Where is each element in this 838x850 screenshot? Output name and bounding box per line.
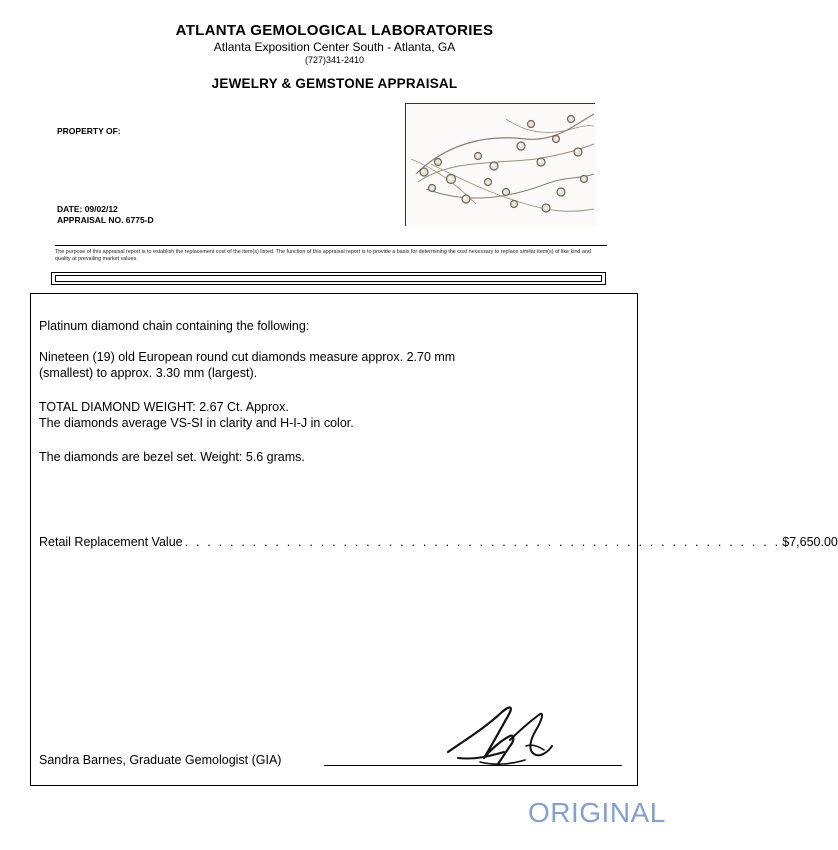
item-photo: [405, 103, 595, 226]
appraisal-date: DATE: 09/02/12: [57, 204, 118, 214]
clarity-color: The diamonds average VS-SI in clarity and H-I-J in color.: [39, 416, 354, 430]
property-of-label: PROPERTY OF:: [57, 126, 121, 136]
signer-name: Sandra Barnes, Graduate Gemologist (GIA): [39, 753, 282, 767]
description-line-1: Nineteen (19) old European round cut diamonds measure approx. 2.70 mm: [39, 350, 456, 364]
divider-line: [55, 245, 607, 246]
description-line-2: (smallest) to approx. 3.30 mm (largest).: [39, 366, 258, 380]
lab-phone: (727)341-2410: [304, 55, 365, 65]
purpose-statement: The purpose of this appraisal report is to establish the replacement cost of the item(s) listed. The function of this appraisal report is to provide a basis for determining the cost necessary to replace similar item(s) of like kind and quality at prevailing market values.: [55, 249, 591, 262]
lab-name: ATLANTA GEMOLOGICAL LABORATORIES: [175, 22, 494, 39]
document-title: JEWELRY & GEMSTONE APPRAISAL: [211, 76, 458, 91]
total-diamond-weight: TOTAL DIAMOND WEIGHT: 2.67 Ct. Approx.: [39, 400, 289, 414]
description-intro: Platinum diamond chain containing the following:: [39, 319, 310, 333]
valuation-leader-dots: . . . . . . . . . . . . . . . . . . . . . . . . . . . . . . . . . . . . . . . . . . . . . . . . . . . . .: [184, 535, 781, 549]
diamond-chain-image: [406, 104, 596, 227]
handwritten-signature: [440, 700, 570, 770]
valuation-amount: $7,650.00: [782, 535, 838, 549]
setting-weight: The diamonds are bezel set. Weight: 5.6 grams.: [39, 450, 305, 464]
lab-address: Atlanta Exposition Center South - Atlanta, GA: [213, 40, 456, 54]
original-stamp: ORIGINAL: [528, 797, 666, 828]
valuation-label: Retail Replacement Value: [39, 535, 183, 549]
appraisal-number: APPRAISAL NO. 6775-D: [57, 215, 154, 225]
valuation-row: [39, 534, 838, 550]
empty-field-strip-inner: [55, 275, 602, 282]
